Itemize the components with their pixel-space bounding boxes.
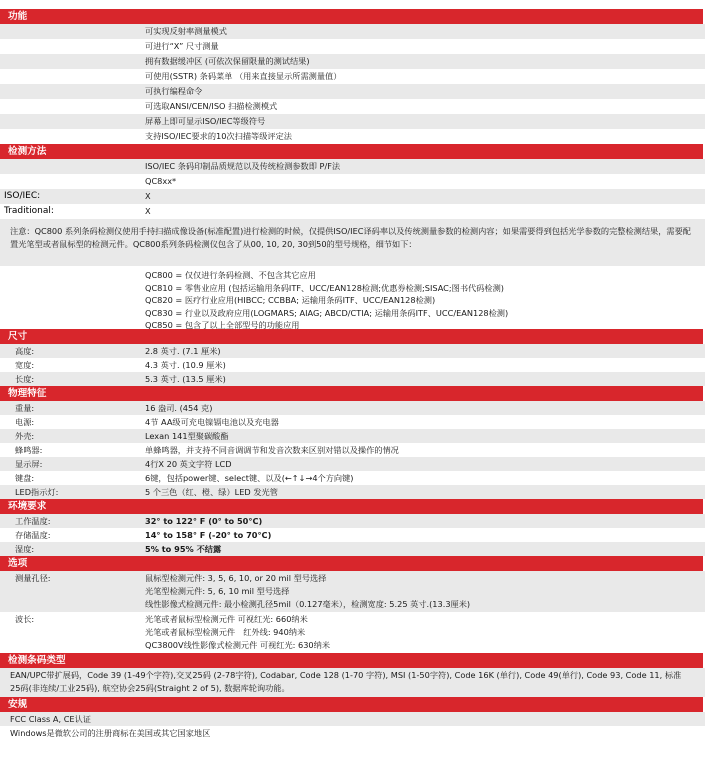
physical-label: 重量: <box>15 403 35 413</box>
physical-row <box>0 485 705 499</box>
model-item: QC820 = 医疗行业应用(HIBCC; CCBBA; 运输用条码ITF、UCC/EAN128检测) <box>145 295 436 306</box>
physical-value: 单蜂鸣器，并支持不同音调调节和发音次数来区别对错以及操作的情况 <box>145 445 399 455</box>
function-item: 屏幕上即可显示ISO/IEC等级符号 <box>145 116 266 126</box>
section-header-safety: 安规 <box>0 697 703 712</box>
physical-value: 16 盎司. (454 克) <box>145 403 213 413</box>
aperture-line: 鼠标型检测元件: 3, 5, 6, 10, or 20 mil 型号选择 <box>145 573 327 583</box>
function-item: 可选取ANSI/CEN/ISO 扫描检测模式 <box>145 101 278 111</box>
function-item: 可进行“X” 尺寸测量 <box>145 41 219 51</box>
size-row <box>0 344 705 358</box>
section-header-physical: 物理特征 <box>0 386 703 401</box>
size-label: 长度: <box>15 374 35 384</box>
environment-value: 14° to 158° F (-20° to 70°C) <box>145 530 272 540</box>
size-value: 5.3 英寸. (13.5 厘米) <box>145 374 226 384</box>
size-label: 宽度: <box>15 360 35 370</box>
method-label: ISO/IEC: <box>4 191 41 201</box>
method-label: Traditional: <box>4 206 54 216</box>
size-row <box>0 358 705 372</box>
physical-row <box>0 415 705 429</box>
method-row <box>0 174 705 189</box>
section-header-size: 尺寸 <box>0 329 703 344</box>
physical-row <box>0 471 705 485</box>
options-wavelength-label: 波长: <box>15 614 35 624</box>
physical-label: 键盘: <box>15 473 35 483</box>
physical-value: Lexan 141型聚碳酸酯 <box>145 431 229 441</box>
symbologies-text: EAN/UPC带扩展码，Code 39 (1-49个字符),交叉25码 (2-78字符), Codabar, Code 128 (1-70 字符), MSI (1-50字符), Code 16K (单行), Code 49(单行), Code 93, Code 11, 标准25码(非连续/工业25码), 航空协会25码(Straight 2 of 5), 数据库轮询功能。 <box>0 668 705 697</box>
size-row <box>0 372 705 386</box>
function-item: 拥有数据缓冲区 (可依次保留限量的测试结果) <box>145 56 310 66</box>
environment-label: 工作温度: <box>15 516 51 526</box>
function-row <box>0 84 705 99</box>
physical-value: 6键，包括power键、select键、以及(←↑↓→4个方向键) <box>145 473 354 483</box>
physical-row <box>0 443 705 457</box>
physical-label: LED指示灯: <box>15 487 59 497</box>
section-header-environment: 环境要求 <box>0 499 703 514</box>
physical-label: 外壳: <box>15 431 35 441</box>
physical-row <box>0 429 705 443</box>
section-header-symbologies: 检测条码类型 <box>0 653 703 668</box>
method-row <box>0 204 705 219</box>
options-aperture-label: 测量孔径: <box>15 573 51 583</box>
environment-row <box>0 514 705 528</box>
physical-value: 5 个三色（红、橙、绿）LED 发光管 <box>145 487 278 497</box>
environment-value: 5% to 95% 不结露 <box>145 544 222 554</box>
method-value: X <box>145 191 151 201</box>
environment-row <box>0 528 705 542</box>
environment-label: 存储温度: <box>15 530 51 540</box>
size-label: 高度: <box>15 346 35 356</box>
physical-row <box>0 401 705 415</box>
wavelength-line: 光笔或者鼠标型检测元件 红外线: 940纳米 <box>145 627 306 637</box>
method-row <box>0 189 705 204</box>
model-item: QC850 = 包含了以上全部型号的功能应用 <box>145 320 300 331</box>
environment-label: 湿度: <box>15 544 35 554</box>
options-aperture-row <box>0 571 705 612</box>
function-item: 可执行编程命令 <box>145 86 203 96</box>
function-row <box>0 129 705 144</box>
section-header-method: 检测方法 <box>0 144 703 159</box>
environment-value: 32° to 122° F (0° to 50°C) <box>145 516 263 526</box>
method-note: 注意：QC800 系列条码检测仪使用手持扫描成像设备(标准配置)进行检测的时候，仅提供ISO/IEC译码率以及传统测量参数的检测内容；如果需要得到包括光学参数的完整检测结果，需要配置光笔型或者鼠标型的检测元件。QC800系列条码检测仪包含了从00, 10, 20, 30到50的型号规格，细节如下： <box>0 219 705 266</box>
function-item: 可实现反射率测量模式 <box>145 26 227 36</box>
safety-line: FCC Class A, CE认证 <box>0 712 705 726</box>
wavelength-line: QC3800V线性影像式检测元件 可视红光: 630纳米 <box>145 640 331 650</box>
model-item: QC830 = 行业以及政府应用(LOGMARS; AIAG; ABCD/CTIA; 运输用条码ITF、UCC/EAN128检测) <box>145 307 509 318</box>
physical-label: 显示屏: <box>15 459 43 469</box>
model-item: QC800 = 仅仅进行条码检测、不包含其它应用 <box>145 270 316 280</box>
function-row <box>0 99 705 114</box>
function-row <box>0 114 705 129</box>
function-row <box>0 39 705 54</box>
size-value: 4.3 英寸. (10.9 厘米) <box>145 360 226 370</box>
section-header-function: 功能 <box>0 9 703 24</box>
function-item: 可使用(SSTR) 条码菜单 （用来直接显示所需测量值） <box>145 71 342 81</box>
function-row <box>0 69 705 84</box>
size-value: 2.8 英寸. (7.1 厘米) <box>145 346 221 356</box>
physical-label: 电源: <box>15 417 35 427</box>
model-list <box>0 266 705 329</box>
model-item: QC810 = 零售业应用 (包括运输用条码ITF、UCC/EAN128检测;优惠券检测;SISAC;图书代码检测) <box>145 282 504 293</box>
section-header-options: 选项 <box>0 556 703 571</box>
function-item: 支持ISO/IEC要求的10次扫描等级评定法 <box>145 131 292 141</box>
aperture-line: 线性影像式检测元件: 最小检测孔径5mil（0.127毫米），检测宽度: 5.25 英寸.(13.3厘米) <box>145 599 471 609</box>
method-value: X <box>145 206 151 216</box>
method-line: ISO/IEC 条码印制品质规范以及传统检测参数即 P/F法 <box>145 161 341 171</box>
aperture-line: 光笔型检测元件: 5, 6, 10 mil 型号选择 <box>145 586 290 596</box>
method-line: QC8xx* <box>145 176 177 186</box>
method-row <box>0 159 705 174</box>
environment-row <box>0 542 705 556</box>
options-wavelength-row <box>0 612 705 653</box>
physical-value: 4节 AA级可充电镍镉电池以及充电器 <box>145 417 279 427</box>
safety-line: Windows是微软公司的注册商标在美国或其它国家地区 <box>0 726 705 740</box>
function-row <box>0 54 705 69</box>
function-row <box>0 24 705 39</box>
physical-value: 4行X 20 英文字符 LCD <box>145 459 232 469</box>
wavelength-line: 光笔或者鼠标型检测元件 可视红光: 660纳米 <box>145 614 308 624</box>
physical-row <box>0 457 705 471</box>
physical-label: 蜂鸣器: <box>15 445 43 455</box>
